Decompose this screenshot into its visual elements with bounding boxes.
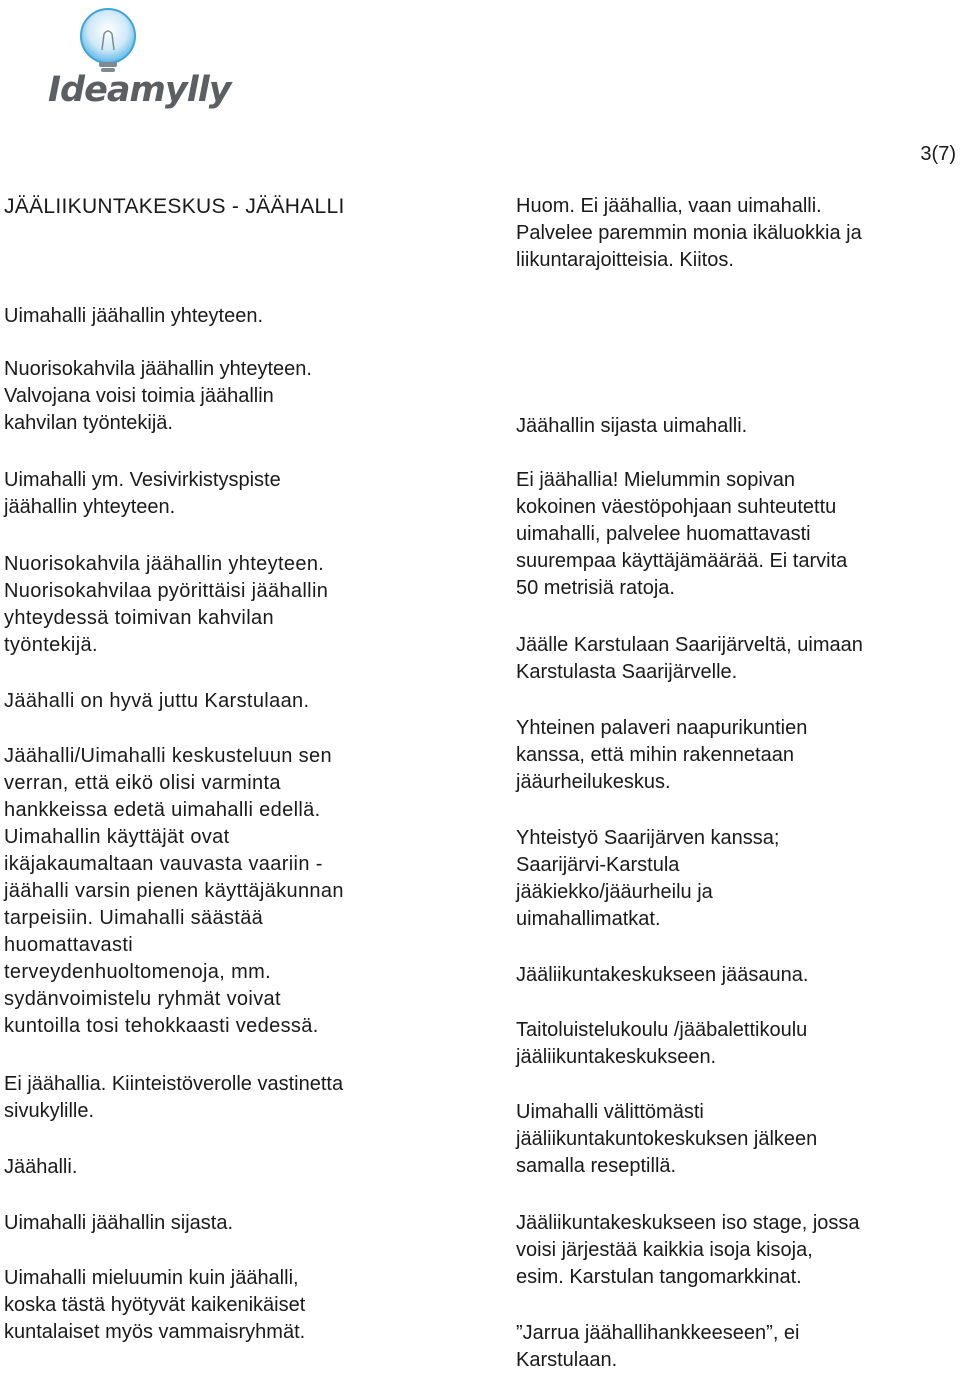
right-paragraph-5: Yhteinen palaveri naapurikuntien kanssa, että mihin rakennetaan jääurheilukeskus.: [516, 717, 808, 793]
right-paragraph-2: Jäähallin sijasta uimahalli.: [516, 415, 748, 437]
left-paragraph-7: Ei jäähallia. Kiinteistöverolle vastinetta sivukylille.: [4, 1073, 344, 1122]
left-paragraph-9: Uimahalli jäähallin sijasta.: [4, 1212, 233, 1234]
right-paragraph-8: Taitoluistelukoulu /jääbalettikoulu jääliikuntakeskukseen.: [516, 1019, 808, 1068]
right-paragraph-3: Ei jäähallia! Mielummin sopivan kokoinen väestöpohjaan suhteutettu uimahalli, palvelee huomattavasti suurempaa käyttäjämäärää. Ei tarvita 50 metrisiä ratoja.: [516, 469, 848, 599]
right-paragraph-10: Jääliikuntakeskukseen iso stage, jossa voisi järjestää kaikkia isoja kisoja, esim. Karstulan tangomarkkinat.: [516, 1212, 860, 1288]
right-paragraph-7: Jääliikuntakeskukseen jääsauna.: [516, 964, 809, 986]
left-paragraph-3: Uimahalli ym. Vesivirkistyspiste jäähallin yhteyteen.: [4, 469, 281, 518]
left-paragraph-2: Nuorisokahvila jäähallin yhteyteen. Valvojana voisi toimia jäähallin kahvilan työntekijä.: [4, 358, 312, 434]
right-paragraph-1: Huom. Ei jäähallia, vaan uimahalli. Palvelee paremmin monia ikäluokkia ja liikuntarajoitteisia. Kiitos.: [516, 195, 862, 271]
right-paragraph-6: Yhteistyö Saarijärven kanssa; Saarijärvi-Karstula jääkiekko/jääurheilu ja uimahallimatkat.: [516, 827, 780, 930]
right-paragraph-9: Uimahalli välittömästi jääliikuntakuntokeskuksen jälkeen samalla reseptillä.: [516, 1101, 818, 1177]
right-paragraph-4: Jäälle Karstulaan Saarijärveltä, uimaan Karstulasta Saarijärvelle.: [516, 634, 863, 683]
left-paragraph-8: Jäähalli.: [4, 1156, 78, 1178]
ideamylly-logo: [44, 6, 231, 110]
right-paragraph-11: ”Jarrua jäähallihankkeeseen”, ei Karstulaan.: [516, 1322, 800, 1371]
left-paragraph-6: Jäähalli/Uimahalli keskusteluun sen verran, että eikö olisi varminta hankkeissa edetä uimahalli edellä. Uimahallin käyttäjät ovat ikäjakaumaltaan vauvasta vaariin - jäähalli varsin pienen käyttäjäkunnan tarpeisiin. Uimahalli säästää huomattavasti terveydenhuoltomenoja, mm. sydänvoimistelu ryhmät voivat kuntoilla tosi tehokkaasti vedessä.: [4, 745, 344, 1037]
section-heading: JÄÄLIIKUNTAKESKUS - JÄÄHALLI: [4, 195, 345, 218]
left-paragraph-10: Uimahalli mieluumin kuin jäähalli, koska tästä hyötyvät kaikenikäiset kuntalaiset myös vammaisryhmät.: [4, 1267, 306, 1343]
lightbulb-icon: [44, 6, 194, 76]
left-paragraph-5: Jäähalli on hyvä juttu Karstulaan.: [4, 690, 310, 712]
left-paragraph-4: Nuorisokahvila jäähallin yhteyteen. Nuorisokahvilaa pyörittäisi jäähallin yhteydessä toimivan kahvilan työntekijä.: [4, 553, 329, 656]
page-number: 3(7): [920, 143, 956, 165]
logo-text: Ideamylly: [48, 70, 231, 110]
left-paragraph-1: Uimahalli jäähallin yhteyteen.: [4, 305, 264, 327]
